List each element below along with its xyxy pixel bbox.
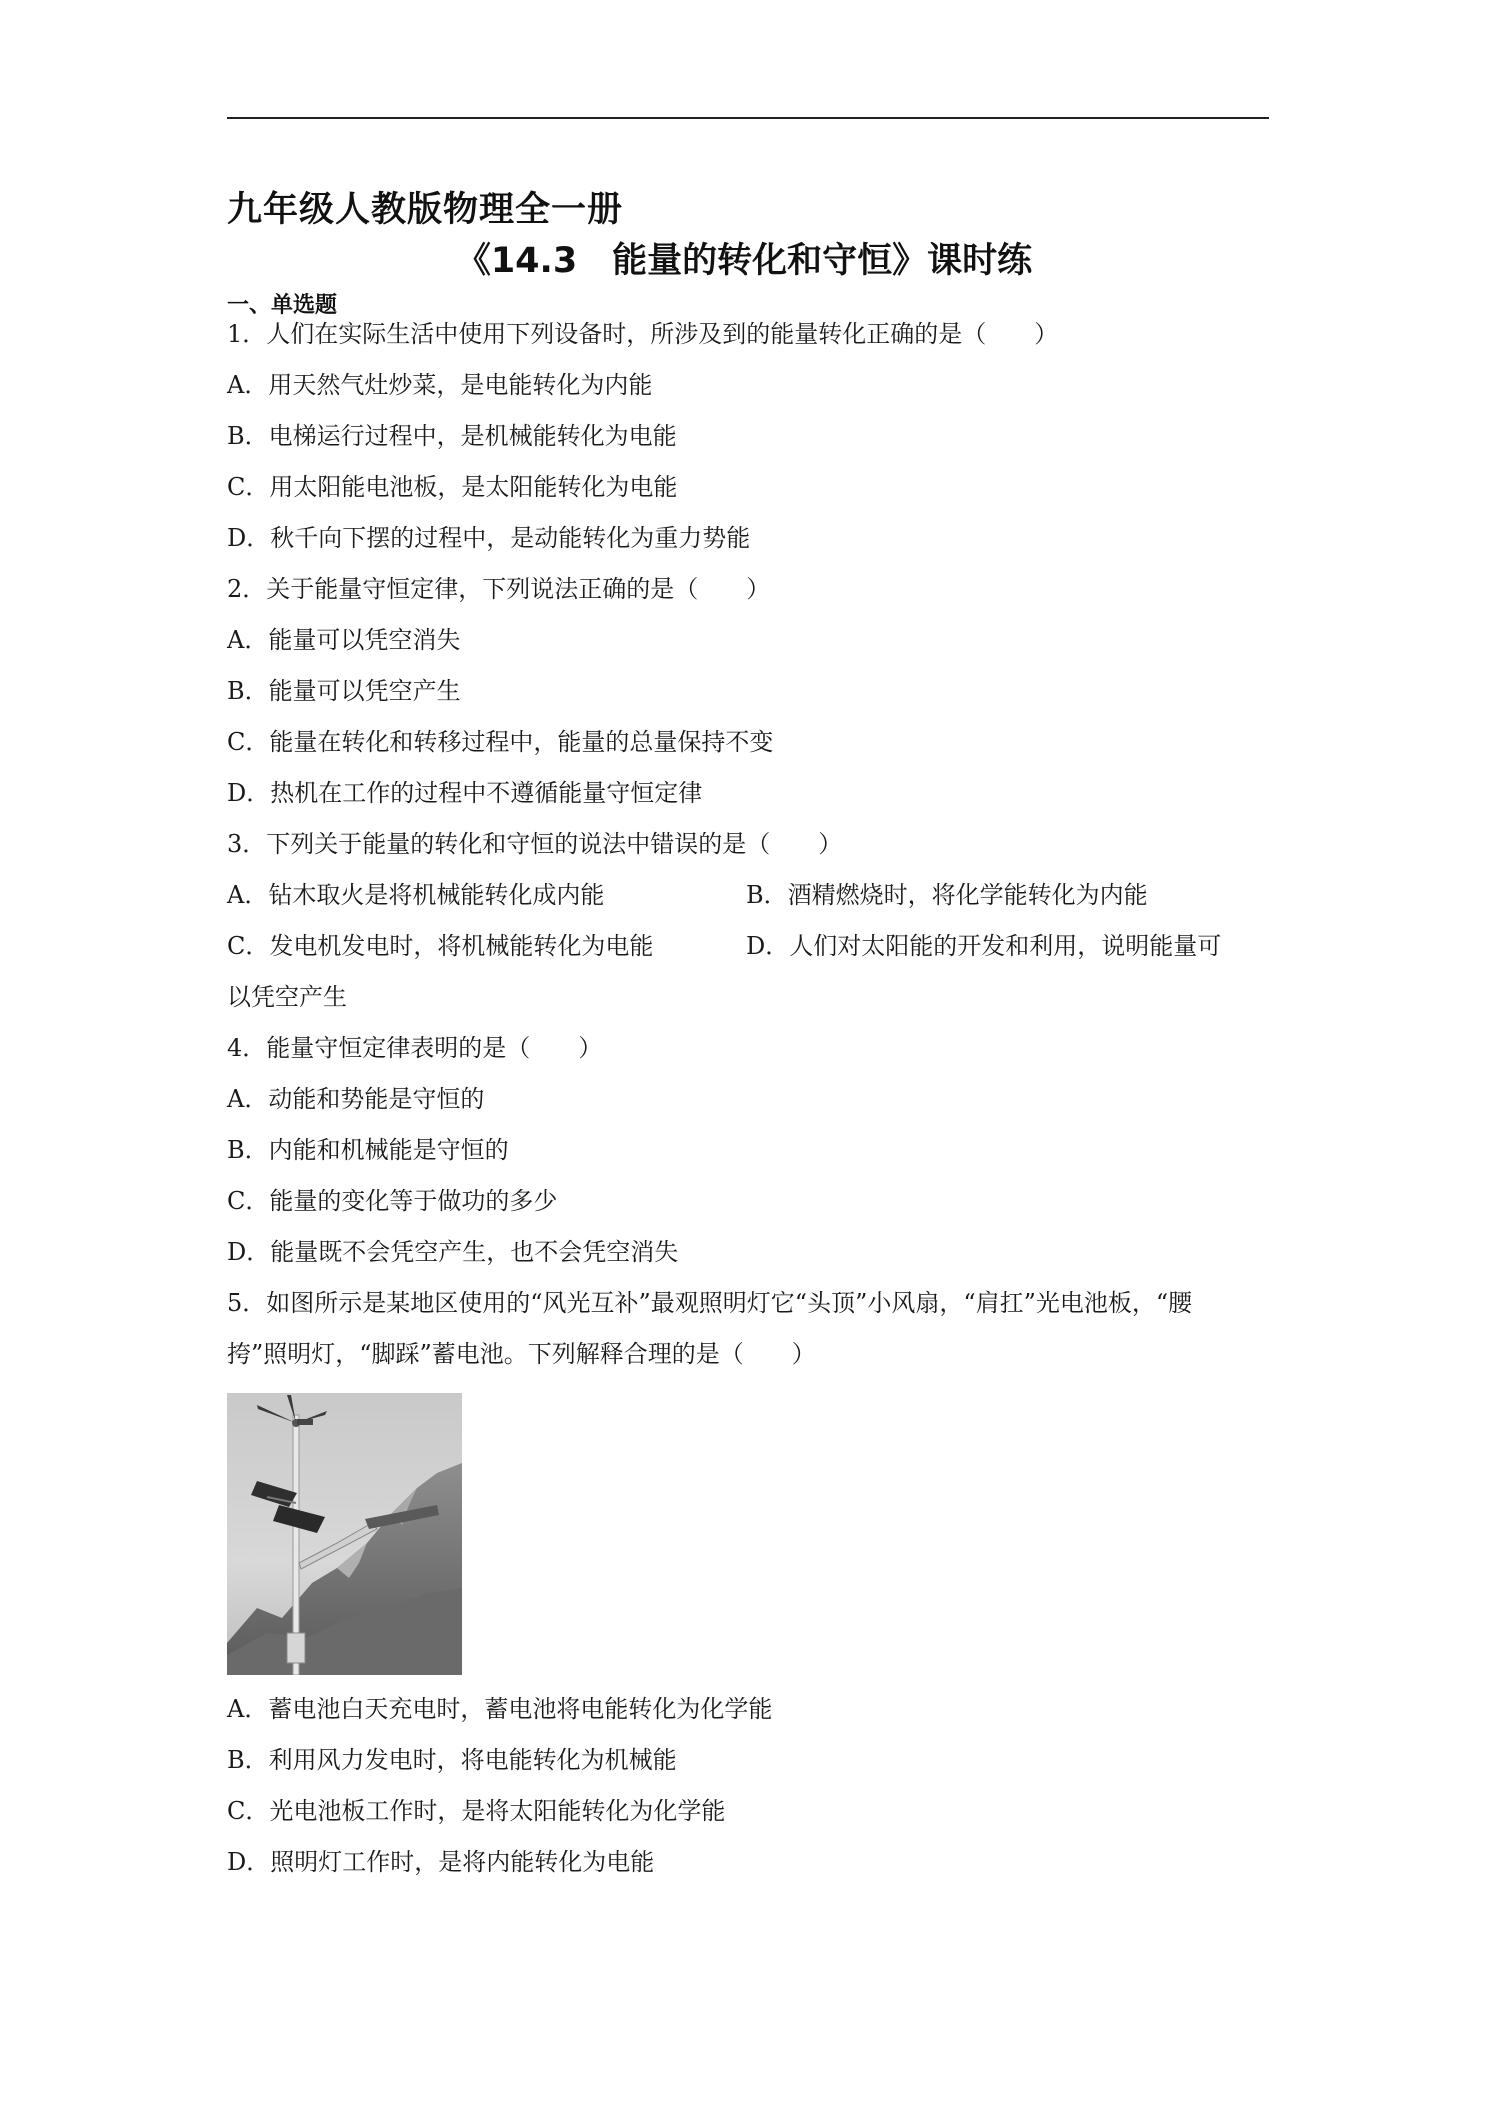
question-3-option-d-continued: 以凭空产生: [227, 983, 347, 1011]
question-4-option-c: C．能量的变化等于做功的多少: [227, 1187, 558, 1215]
document-title: 九年级人教版物理全一册: [227, 190, 624, 230]
question-1-option-b: B．电梯运行过程中，是机械能转化为电能: [227, 422, 677, 450]
question-2-option-d: D．热机在工作的过程中不遵循能量守恒定律: [227, 779, 703, 807]
question-5-stem: 5．如图所示是某地区使用的“风光互补”最观照明灯它“头顶”小风扇，“肩扛”光电池板，“腰: [227, 1289, 1193, 1317]
question-5-stem-continued: 挎”照明灯，“脚踩”蓄电池。下列解释合理的是（ ）: [227, 1340, 816, 1368]
question-3-option-b: B．酒精燃烧时，将化学能转化为内能: [746, 881, 1148, 909]
question-5-option-a: A．蓄电池白天充电时，蓄电池将电能转化为化学能: [227, 1695, 773, 1723]
question-1-option-d: D．秋千向下摆的过程中，是动能转化为重力势能: [227, 524, 751, 552]
question-2-stem: 2．关于能量守恒定律，下列说法正确的是（ ）: [227, 575, 771, 603]
question-4-option-a: A．动能和势能是守恒的: [227, 1085, 485, 1113]
question-5-option-b: B．利用风力发电时，将电能转化为机械能: [227, 1746, 677, 1774]
question-1-option-c: C．用太阳能电池板，是太阳能转化为电能: [227, 473, 678, 501]
question-2-option-a: A．能量可以凭空消失: [227, 626, 461, 654]
question-5-option-c: C．光电池板工作时，是将太阳能转化为化学能: [227, 1797, 726, 1825]
question-2-option-b: B．能量可以凭空产生: [227, 677, 461, 705]
question-4-stem: 4．能量守恒定律表明的是（ ）: [227, 1034, 603, 1062]
question-1-stem: 1．人们在实际生活中使用下列设备时，所涉及到的能量转化正确的是（ ）: [227, 320, 1059, 348]
question-4-option-b: B．内能和机械能是守恒的: [227, 1136, 509, 1164]
question-1-option-a: A．用天然气灶炒菜，是电能转化为内能: [227, 371, 653, 399]
header-rule: [227, 117, 1269, 119]
question-3-option-d: D．人们对太阳能的开发和利用，说明能量可: [746, 932, 1222, 960]
document-subtitle: 《14.3 能量的转化和守恒》课时练: [455, 241, 1033, 281]
question-3-stem: 3．下列关于能量的转化和守恒的说法中错误的是（ ）: [227, 830, 843, 858]
section-heading: 一、单选题: [227, 293, 338, 318]
question-5-option-d: D．照明灯工作时，是将内能转化为电能: [227, 1848, 655, 1876]
question-3-option-a: A．钻木取火是将机械能转化成内能: [227, 881, 605, 909]
street-light-photo: [227, 1393, 462, 1675]
question-4-option-d: D．能量既不会凭空产生，也不会凭空消失: [227, 1238, 679, 1266]
question-3-option-c: C．发电机发电时，将机械能转化为电能: [227, 932, 654, 960]
question-2-option-c: C．能量在转化和转移过程中，能量的总量保持不变: [227, 728, 774, 756]
